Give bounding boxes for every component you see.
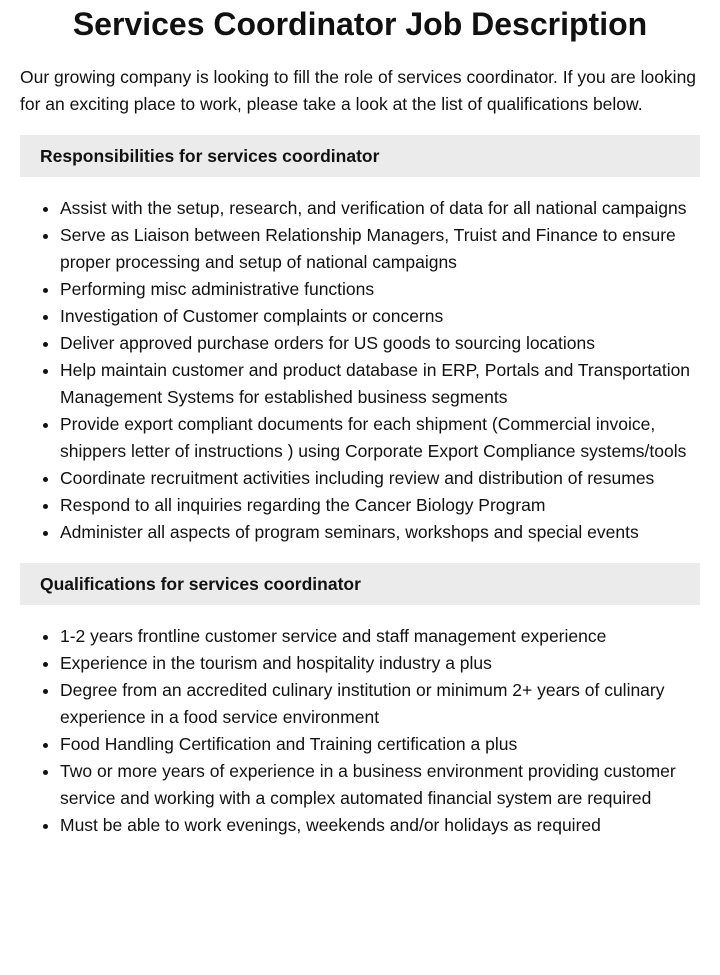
list-item: • Provide export compliant documents for each shipment (Commercial invoice, shippers letter of instructions ) using Corporate Export Compliance systems/tools xyxy=(60,411,700,465)
list-item: • Respond to all inquiries regarding the Cancer Biology Program xyxy=(60,492,700,519)
responsibilities-heading: Responsibilities for services coordinator xyxy=(20,135,700,177)
responsibilities-list xyxy=(20,195,700,546)
list-item: • Deliver approved purchase orders for US goods to sourcing locations xyxy=(60,330,700,357)
list-item: • Assist with the setup, research, and verification of data for all national campaigns xyxy=(60,195,700,222)
intro-text: Our growing company is looking to fill the role of services coordinator. If you are looking for an exciting place to work, please take a look at the list of qualifications below. xyxy=(20,67,697,114)
qualifications-list xyxy=(20,623,700,839)
list-item: • Degree from an accredited culinary institution or minimum 2+ years of culinary experience in a food service environment xyxy=(60,677,700,731)
list-item: • Coordinate recruitment activities including review and distribution of resumes xyxy=(60,465,700,492)
list-item: • Serve as Liaison between Relationship Managers, Truist and Finance to ensure proper processing and setup of national campaigns xyxy=(60,222,700,276)
qualifications-heading: Qualifications for services coordinator xyxy=(20,563,700,605)
list-item: • Experience in the tourism and hospitality industry a plus xyxy=(60,650,700,677)
list-item: • Two or more years of experience in a business environment providing customer service and working with a complex automated financial system are required xyxy=(60,758,700,812)
list-item: • 1-2 years frontline customer service and staff management experience xyxy=(60,623,700,650)
list-item: • Performing misc administrative functions xyxy=(60,276,700,303)
list-item: • Must be able to work evenings, weekends and/or holidays as required xyxy=(60,812,700,839)
list-item: • Help maintain customer and product database in ERP, Portals and Transportation Management Systems for established business segments xyxy=(60,357,700,411)
page-title: Services Coordinator Job Description xyxy=(72,6,648,42)
list-item: • Administer all aspects of program seminars, workshops and special events xyxy=(60,519,700,546)
list-item: • Food Handling Certification and Training certification a plus xyxy=(60,731,700,758)
list-item: • Investigation of Customer complaints or concerns xyxy=(60,303,700,330)
